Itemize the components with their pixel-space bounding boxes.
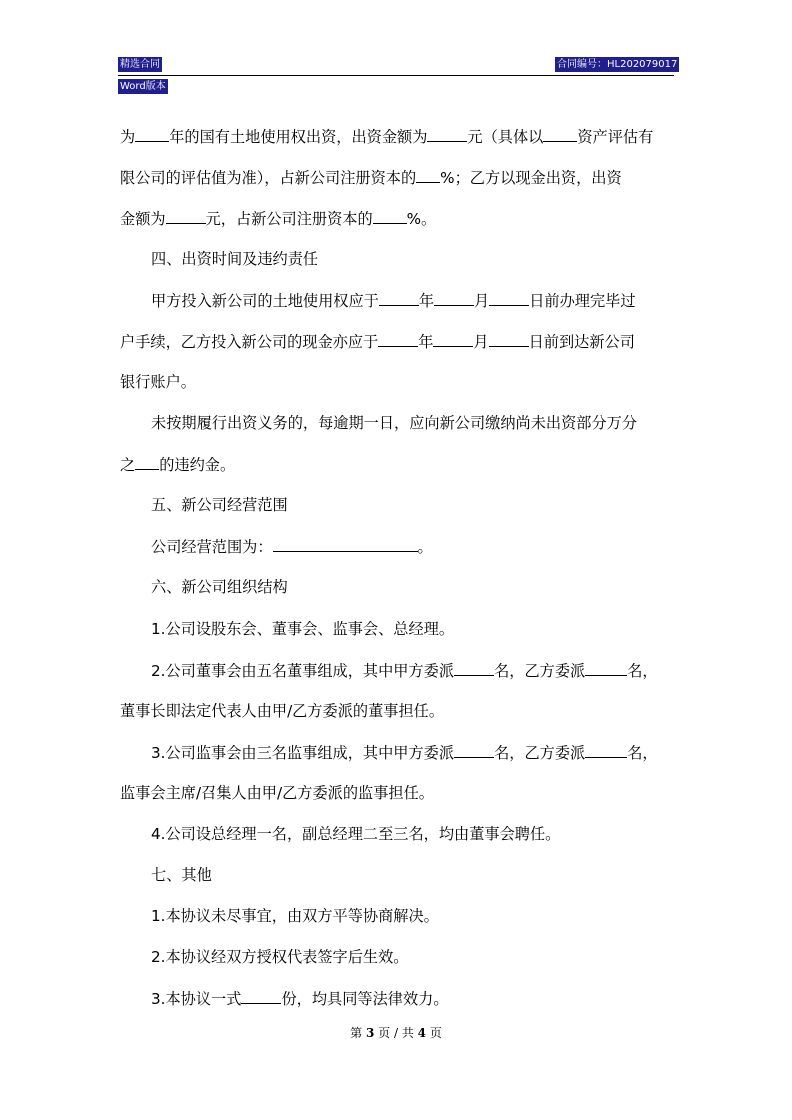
blank-field xyxy=(378,331,418,347)
clause-6-2: 2.公司董事会由五名董事组成，其中甲方委派 名，乙方委派 名， xyxy=(151,662,658,680)
blank-field xyxy=(454,660,494,676)
text-line-6: 户手续，乙方投入新公司的现金亦应于 年 月 日前到达新公司 xyxy=(120,333,635,351)
text-line-5: 甲方投入新公司的土地使用权应于 年 月 日前办理完毕过 xyxy=(151,292,636,310)
text-line-2: 限公司的评估值为准），占新公司注册资本的 %；乙方以现金出资，出资 xyxy=(120,169,622,187)
blank-field xyxy=(454,742,494,758)
header-divider xyxy=(118,75,674,76)
text-line-8: 未按期履行出资义务的，每逾期一日，应向新公司缴纳尚未出资部分万分 xyxy=(151,414,637,432)
blank-field xyxy=(543,126,577,142)
total-page-number: 4 xyxy=(417,1026,427,1040)
selected-contract-tag: 精选合同 xyxy=(120,59,160,70)
section-heading-5: 五、新公司经营范围 xyxy=(151,496,288,514)
clause-6-4: 4.公司设总经理一名，副总经理二至三名，均由董事会聘任。 xyxy=(151,825,561,843)
blank-field xyxy=(433,331,473,347)
text-line-1: 为 年的国有土地使用权出资，出资金额为 元（具体以 资产评估有 xyxy=(120,128,654,146)
blank-field xyxy=(434,290,474,306)
current-page-number: 3 xyxy=(365,1026,375,1040)
section-heading-7: 七、其他 xyxy=(151,866,212,884)
blank-field xyxy=(489,331,529,347)
blank-field xyxy=(241,988,281,1004)
blank-field xyxy=(489,290,529,306)
blank-field xyxy=(373,208,407,224)
clause-7-2: 2.本协议经双方授权代表签字后生效。 xyxy=(151,948,409,966)
text-line-10: 公司经营范围为： 。 xyxy=(151,538,433,556)
text-line-3: 金额为 元，占新公司注册资本的 %。 xyxy=(120,210,437,228)
contract-number-tag: 合同编号：HL202079017 xyxy=(557,59,678,70)
blank-field xyxy=(135,454,159,470)
clause-6-3-cont: 监事会主席/召集人由甲/乙方委派的监事担任。 xyxy=(120,784,434,802)
blank-field xyxy=(416,167,440,183)
blank-field xyxy=(585,660,627,676)
clause-7-3: 3.本协议一式 份，均具同等法律效力。 xyxy=(151,990,449,1008)
clause-7-1: 1.本协议未尽事宜，由双方平等协商解决。 xyxy=(151,907,439,925)
clause-6-1: 1.公司设股东会、董事会、监事会、总经理。 xyxy=(151,620,455,638)
section-heading-6: 六、新公司组织结构 xyxy=(151,578,288,596)
blank-field xyxy=(427,126,467,142)
blank-field xyxy=(166,208,206,224)
blank-field xyxy=(585,742,627,758)
clause-6-3: 3.公司监事会由三名监事组成，其中甲方委派 名，乙方委派 名， xyxy=(151,744,658,762)
blank-field xyxy=(135,126,169,142)
blank-field xyxy=(273,536,418,552)
section-heading-4: 四、出资时间及违约责任 xyxy=(151,250,319,268)
clause-6-2-cont: 董事长即法定代表人由甲/乙方委派的董事担任。 xyxy=(120,702,445,720)
text-line-9: 之 的违约金。 xyxy=(120,456,236,474)
word-version-tag: Word版本 xyxy=(120,81,166,92)
text-line-7: 银行账户。 xyxy=(120,373,196,391)
page-footer: 第 3 页 / 共 4 页 xyxy=(350,1026,442,1040)
blank-field xyxy=(379,290,419,306)
